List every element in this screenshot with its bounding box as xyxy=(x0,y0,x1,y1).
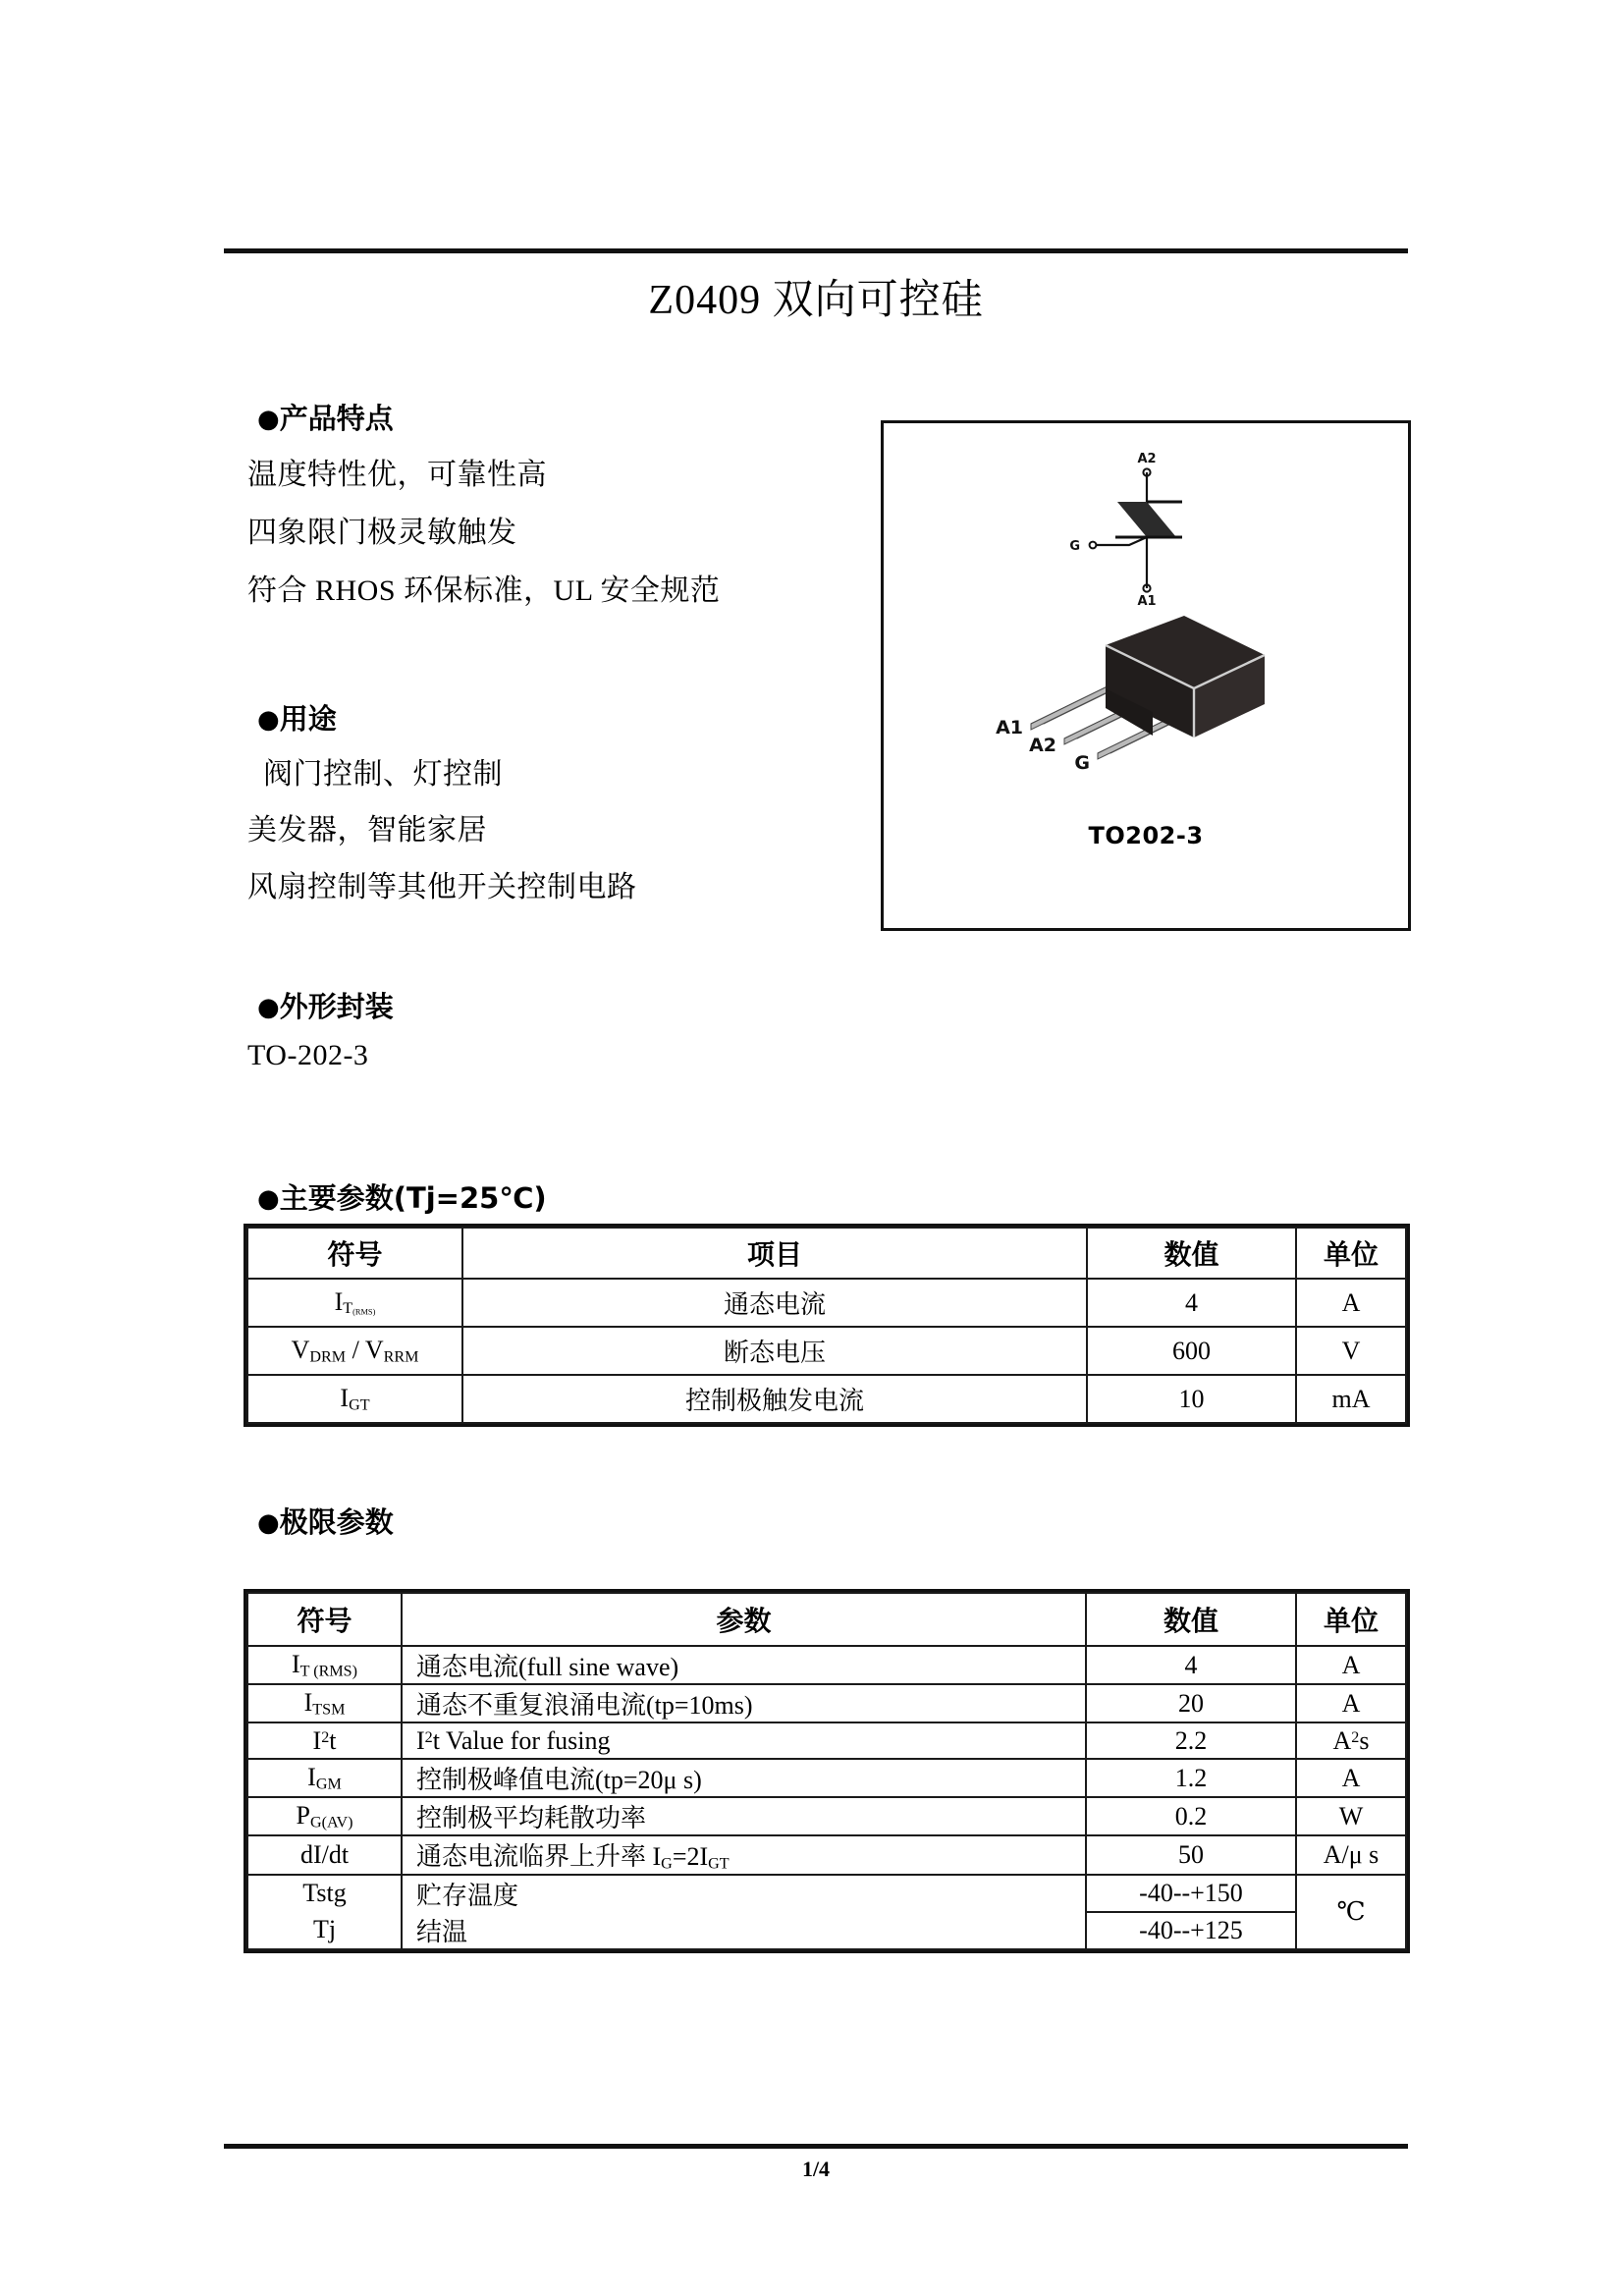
row-unit: A xyxy=(1296,1759,1406,1797)
row-unit: A xyxy=(1296,1279,1406,1327)
row-symbol: $I_{GT}$ xyxy=(247,1375,462,1423)
bullet-icon: ● xyxy=(257,993,280,1022)
row-parameter: 贮存温度 xyxy=(402,1875,1086,1912)
row-value: 20 xyxy=(1086,1684,1296,1722)
table-row xyxy=(247,1875,1406,1912)
column-header-2: 数值 xyxy=(1086,1593,1296,1646)
package-heading-label: 外形封装 xyxy=(279,990,394,1023)
main-parameters-body xyxy=(247,1228,1406,1423)
svg-text:G: G xyxy=(1074,752,1090,774)
application-line-1: 阀门控制、灯控制 xyxy=(263,758,503,791)
row-symbol: Tj xyxy=(247,1912,402,1949)
page-title: Z0409 双向可控硅 xyxy=(648,278,984,323)
main-parameters-table xyxy=(246,1227,1407,1424)
column-header-3: 单位 xyxy=(1296,1228,1406,1279)
feature-line-1: 温度特性优，可靠性高 xyxy=(247,459,547,491)
row-value: 10 xyxy=(1087,1375,1296,1423)
application-line-2: 美发器，智能家居 xyxy=(247,814,487,847)
figure-caption: TO202-3 xyxy=(1088,822,1204,849)
table-row xyxy=(247,1375,1406,1423)
row-symbol: $I_{GM}$ xyxy=(247,1759,402,1797)
limit-parameters-body xyxy=(247,1593,1406,1949)
row-value: 1.2 xyxy=(1086,1759,1296,1797)
row-parameter: 控制极峰值电流(tp=20μ s) xyxy=(402,1759,1086,1797)
row-unit: V xyxy=(1296,1327,1406,1375)
table-row xyxy=(247,1797,1406,1835)
row-symbol: $P_{G(AV)}$ xyxy=(247,1797,402,1835)
row-item: 控制极触发电流 xyxy=(462,1375,1087,1423)
table-row xyxy=(247,1279,1406,1327)
row-unit: mA xyxy=(1296,1375,1406,1423)
svg-text:A1: A1 xyxy=(1137,594,1157,608)
table-row xyxy=(247,1327,1406,1375)
row-symbol: $I^2t$ xyxy=(247,1722,402,1759)
feature-line-3: 符合 RHOS 环保标准，UL 安全规范 xyxy=(247,574,721,607)
triac-symbol-icon xyxy=(1000,451,1294,608)
table-row xyxy=(247,1646,1406,1684)
column-header-1: 项目 xyxy=(462,1228,1087,1279)
table-row xyxy=(247,1759,1406,1797)
row-value: -40--+125 xyxy=(1086,1912,1296,1949)
bullet-icon: ● xyxy=(257,705,280,735)
row-symbol: $V_{DRM} / V_{RRM}$ xyxy=(247,1327,462,1375)
section-heading-limit-parameters xyxy=(257,1501,394,1541)
main-parameters-table-wrap xyxy=(246,1227,1407,1424)
to202-package-icon xyxy=(970,598,1333,824)
svg-text:A2: A2 xyxy=(1029,735,1056,756)
row-symbol: $I_{T(RMS)}$ xyxy=(247,1279,462,1327)
row-item: 断态电压 xyxy=(462,1327,1087,1375)
header-rule xyxy=(224,248,1408,253)
row-symbol: Tstg xyxy=(247,1875,402,1912)
row-value: 4 xyxy=(1086,1646,1296,1684)
column-header-0: 符号 xyxy=(247,1593,402,1646)
table-header-row xyxy=(247,1228,1406,1279)
table-row xyxy=(247,1684,1406,1722)
table-row xyxy=(247,1912,1406,1949)
limit-parameters-table xyxy=(246,1592,1407,1950)
row-unit: W xyxy=(1296,1797,1406,1835)
package-figure-box xyxy=(881,420,1411,931)
column-header-3: 单位 xyxy=(1296,1593,1406,1646)
row-symbol: $I_{TSM}$ xyxy=(247,1684,402,1722)
column-header-2: 数值 xyxy=(1087,1228,1296,1279)
row-unit: A xyxy=(1296,1684,1406,1722)
row-value: 4 xyxy=(1087,1279,1296,1327)
row-value: 600 xyxy=(1087,1327,1296,1375)
feature-line-2: 四象限门极灵敏触发 xyxy=(247,517,517,549)
table-row xyxy=(247,1722,1406,1759)
row-item: 通态电流 xyxy=(462,1279,1087,1327)
row-parameter: $I^2t$ Value for fusing xyxy=(402,1722,1086,1759)
row-parameter: 控制极平均耗散功率 xyxy=(402,1797,1086,1835)
page-number: 1/4 xyxy=(801,2157,831,2181)
row-unit: A xyxy=(1296,1646,1406,1684)
section-heading-applications xyxy=(257,697,337,738)
bullet-icon: ● xyxy=(257,1508,280,1538)
limit-parameters-table-wrap xyxy=(246,1592,1407,1950)
svg-text:G: G xyxy=(1069,539,1080,554)
bullet-icon: ● xyxy=(257,405,280,434)
application-line-3: 风扇控制等其他开关控制电路 xyxy=(247,871,637,903)
footer-rule xyxy=(224,2144,1408,2149)
svg-text:A2: A2 xyxy=(1137,452,1157,466)
row-value: -40--+150 xyxy=(1086,1875,1296,1912)
table-header-row xyxy=(247,1593,1406,1646)
row-parameter: 通态电流临界上升率 $I_G=2I_{GT}$ xyxy=(402,1835,1086,1875)
bullet-icon: ● xyxy=(257,1184,280,1214)
section-heading-package xyxy=(257,985,394,1025)
row-parameter: 结温 xyxy=(402,1912,1086,1949)
features-heading-label: 产品特点 xyxy=(279,402,394,435)
section-heading-main-parameters xyxy=(257,1176,547,1217)
row-value: 50 xyxy=(1086,1835,1296,1875)
row-parameter: 通态电流(full sine wave) xyxy=(402,1646,1086,1684)
row-value: 0.2 xyxy=(1086,1797,1296,1835)
table-row xyxy=(247,1835,1406,1875)
column-header-1: 参数 xyxy=(402,1593,1086,1646)
row-value: 2.2 xyxy=(1086,1722,1296,1759)
row-parameter: 通态不重复浪涌电流(tp=10ms) xyxy=(402,1684,1086,1722)
row-unit: ℃ xyxy=(1296,1875,1406,1949)
column-header-0: 符号 xyxy=(247,1228,462,1279)
row-symbol: $I_{T (RMS)}$ xyxy=(247,1646,402,1684)
row-unit: A/μ s xyxy=(1296,1835,1406,1875)
package-value: TO-202-3 xyxy=(247,1039,369,1071)
svg-text:A1: A1 xyxy=(996,717,1023,738)
main-parameters-heading-label: 主要参数(Tj=25℃) xyxy=(279,1181,547,1215)
limit-parameters-heading-label: 极限参数 xyxy=(279,1505,394,1539)
applications-heading-label: 用途 xyxy=(279,702,337,736)
row-unit: $A^2s$ xyxy=(1296,1722,1406,1759)
row-symbol: dI/dt xyxy=(247,1835,402,1875)
section-heading-features xyxy=(257,397,394,437)
